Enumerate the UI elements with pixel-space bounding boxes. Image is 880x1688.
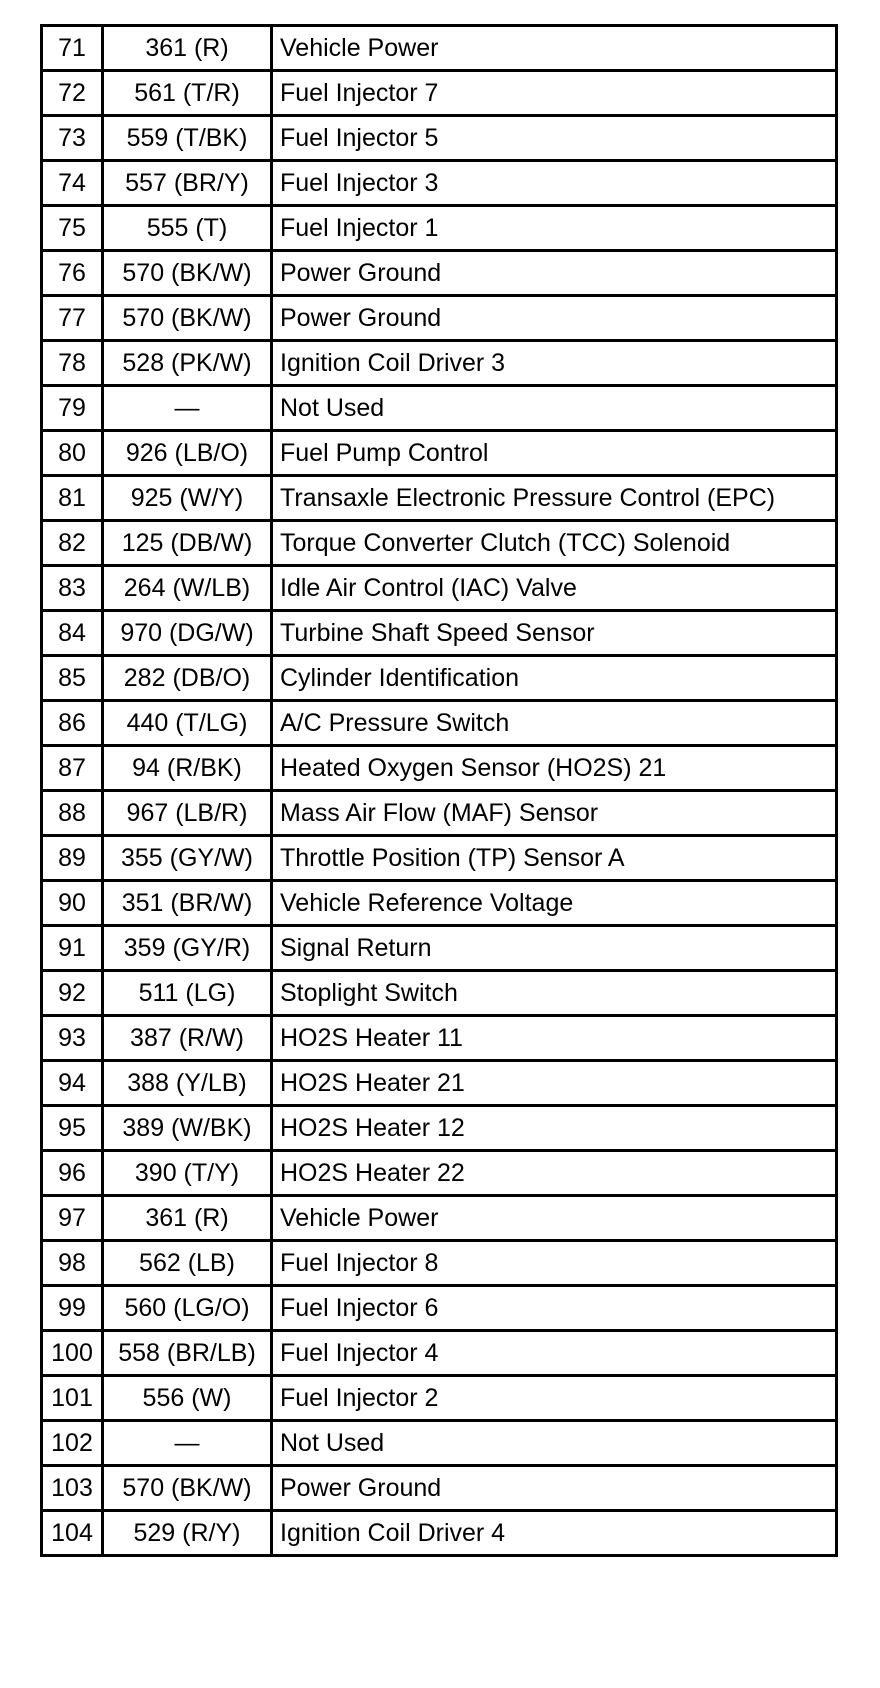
description-cell: HO2S Heater 12 (272, 1106, 837, 1151)
circuit-cell: 925 (W/Y) (103, 476, 272, 521)
description-cell: Power Ground (272, 251, 837, 296)
description-cell: Heated Oxygen Sensor (HO2S) 21 (272, 746, 837, 791)
description-cell: Cylinder Identification (272, 656, 837, 701)
circuit-cell: 562 (LB) (103, 1241, 272, 1286)
pin-number-cell: 92 (42, 971, 103, 1016)
circuit-cell: 570 (BK/W) (103, 1466, 272, 1511)
circuit-cell: 570 (BK/W) (103, 251, 272, 296)
table-row (42, 71, 837, 116)
circuit-cell: 361 (R) (103, 1196, 272, 1241)
circuit-cell: 559 (T/BK) (103, 116, 272, 161)
circuit-cell: 926 (LB/O) (103, 431, 272, 476)
circuit-cell: 528 (PK/W) (103, 341, 272, 386)
description-cell: Fuel Injector 5 (272, 116, 837, 161)
circuit-cell: 556 (W) (103, 1376, 272, 1421)
description-cell: Throttle Position (TP) Sensor A (272, 836, 837, 881)
pin-number-cell: 96 (42, 1151, 103, 1196)
table-row (42, 161, 837, 206)
pin-number-cell: 101 (42, 1376, 103, 1421)
description-cell: Vehicle Power (272, 1196, 837, 1241)
circuit-cell: 388 (Y/LB) (103, 1061, 272, 1106)
description-cell: Not Used (272, 1421, 837, 1466)
table-row (42, 116, 837, 161)
description-cell: Fuel Injector 4 (272, 1331, 837, 1376)
circuit-cell: 511 (LG) (103, 971, 272, 1016)
table-row (42, 1286, 837, 1331)
table-row (42, 1466, 837, 1511)
pin-number-cell: 90 (42, 881, 103, 926)
description-cell: Fuel Injector 6 (272, 1286, 837, 1331)
pin-number-cell: 103 (42, 1466, 103, 1511)
pin-number-cell: 78 (42, 341, 103, 386)
description-cell: Fuel Injector 1 (272, 206, 837, 251)
circuit-cell: 561 (T/R) (103, 71, 272, 116)
pin-number-cell: 80 (42, 431, 103, 476)
pin-number-cell: 91 (42, 926, 103, 971)
pin-assignment-table (40, 24, 838, 1557)
description-cell: Fuel Injector 3 (272, 161, 837, 206)
circuit-cell: 359 (GY/R) (103, 926, 272, 971)
description-cell: Signal Return (272, 926, 837, 971)
description-cell: Fuel Injector 2 (272, 1376, 837, 1421)
pin-number-cell: 73 (42, 116, 103, 161)
table-row (42, 341, 837, 386)
circuit-cell: 557 (BR/Y) (103, 161, 272, 206)
table-row (42, 386, 837, 431)
description-cell: A/C Pressure Switch (272, 701, 837, 746)
circuit-cell: 351 (BR/W) (103, 881, 272, 926)
description-cell: Torque Converter Clutch (TCC) Solenoid (272, 521, 837, 566)
table-row (42, 836, 837, 881)
table-row (42, 926, 837, 971)
table-row (42, 251, 837, 296)
circuit-cell: 440 (T/LG) (103, 701, 272, 746)
circuit-cell: 555 (T) (103, 206, 272, 251)
table-row (42, 746, 837, 791)
table-row (42, 971, 837, 1016)
table-row (42, 1511, 837, 1556)
pin-number-cell: 97 (42, 1196, 103, 1241)
description-cell: Ignition Coil Driver 3 (272, 341, 837, 386)
table-body (42, 26, 837, 1556)
pin-number-cell: 100 (42, 1331, 103, 1376)
table-row (42, 1151, 837, 1196)
pin-number-cell: 95 (42, 1106, 103, 1151)
table-row (42, 1016, 837, 1061)
circuit-cell: 94 (R/BK) (103, 746, 272, 791)
description-cell: Fuel Injector 7 (272, 71, 837, 116)
table-row (42, 701, 837, 746)
circuit-cell: 264 (W/LB) (103, 566, 272, 611)
table-row (42, 611, 837, 656)
description-cell: Vehicle Power (272, 26, 837, 71)
description-cell: HO2S Heater 21 (272, 1061, 837, 1106)
table-row (42, 206, 837, 251)
description-cell: Mass Air Flow (MAF) Sensor (272, 791, 837, 836)
circuit-cell: 967 (LB/R) (103, 791, 272, 836)
pin-number-cell: 102 (42, 1421, 103, 1466)
circuit-cell: 355 (GY/W) (103, 836, 272, 881)
description-cell: Stoplight Switch (272, 971, 837, 1016)
table-row (42, 1196, 837, 1241)
pin-number-cell: 83 (42, 566, 103, 611)
circuit-cell: 558 (BR/LB) (103, 1331, 272, 1376)
pin-number-cell: 82 (42, 521, 103, 566)
table-row (42, 791, 837, 836)
pin-number-cell: 81 (42, 476, 103, 521)
pin-number-cell: 98 (42, 1241, 103, 1286)
pin-number-cell: 84 (42, 611, 103, 656)
pin-number-cell: 104 (42, 1511, 103, 1556)
pin-number-cell: 72 (42, 71, 103, 116)
table-row (42, 521, 837, 566)
pin-number-cell: 94 (42, 1061, 103, 1106)
pin-number-cell: 87 (42, 746, 103, 791)
pin-number-cell: 86 (42, 701, 103, 746)
circuit-cell: 560 (LG/O) (103, 1286, 272, 1331)
table-row (42, 566, 837, 611)
pin-number-cell: 88 (42, 791, 103, 836)
circuit-cell: 389 (W/BK) (103, 1106, 272, 1151)
pin-number-cell: 85 (42, 656, 103, 701)
table-row (42, 1106, 837, 1151)
description-cell: Transaxle Electronic Pressure Control (EPC) (272, 476, 837, 521)
description-cell: Not Used (272, 386, 837, 431)
pin-number-cell: 79 (42, 386, 103, 431)
description-cell: Power Ground (272, 1466, 837, 1511)
pin-number-cell: 93 (42, 1016, 103, 1061)
pin-number-cell: 74 (42, 161, 103, 206)
table-row (42, 1061, 837, 1106)
pin-number-cell: 99 (42, 1286, 103, 1331)
circuit-cell: 282 (DB/O) (103, 656, 272, 701)
circuit-cell: — (103, 386, 272, 431)
circuit-cell: — (103, 1421, 272, 1466)
pin-number-cell: 75 (42, 206, 103, 251)
description-cell: Fuel Injector 8 (272, 1241, 837, 1286)
table-row (42, 656, 837, 701)
table-row (42, 1241, 837, 1286)
description-cell: Vehicle Reference Voltage (272, 881, 837, 926)
pin-number-cell: 89 (42, 836, 103, 881)
description-cell: HO2S Heater 11 (272, 1016, 837, 1061)
description-cell: Idle Air Control (IAC) Valve (272, 566, 837, 611)
circuit-cell: 361 (R) (103, 26, 272, 71)
table-row (42, 296, 837, 341)
description-cell: Ignition Coil Driver 4 (272, 1511, 837, 1556)
pin-number-cell: 77 (42, 296, 103, 341)
description-cell: Fuel Pump Control (272, 431, 837, 476)
table-row (42, 1421, 837, 1466)
description-cell: HO2S Heater 22 (272, 1151, 837, 1196)
pin-number-cell: 71 (42, 26, 103, 71)
table-row (42, 1331, 837, 1376)
table-row (42, 1376, 837, 1421)
circuit-cell: 970 (DG/W) (103, 611, 272, 656)
description-cell: Turbine Shaft Speed Sensor (272, 611, 837, 656)
circuit-cell: 570 (BK/W) (103, 296, 272, 341)
table-row (42, 431, 837, 476)
circuit-cell: 529 (R/Y) (103, 1511, 272, 1556)
pin-number-cell: 76 (42, 251, 103, 296)
circuit-cell: 390 (T/Y) (103, 1151, 272, 1196)
table-row (42, 26, 837, 71)
circuit-cell: 387 (R/W) (103, 1016, 272, 1061)
table-row (42, 881, 837, 926)
table-row (42, 476, 837, 521)
description-cell: Power Ground (272, 296, 837, 341)
circuit-cell: 125 (DB/W) (103, 521, 272, 566)
